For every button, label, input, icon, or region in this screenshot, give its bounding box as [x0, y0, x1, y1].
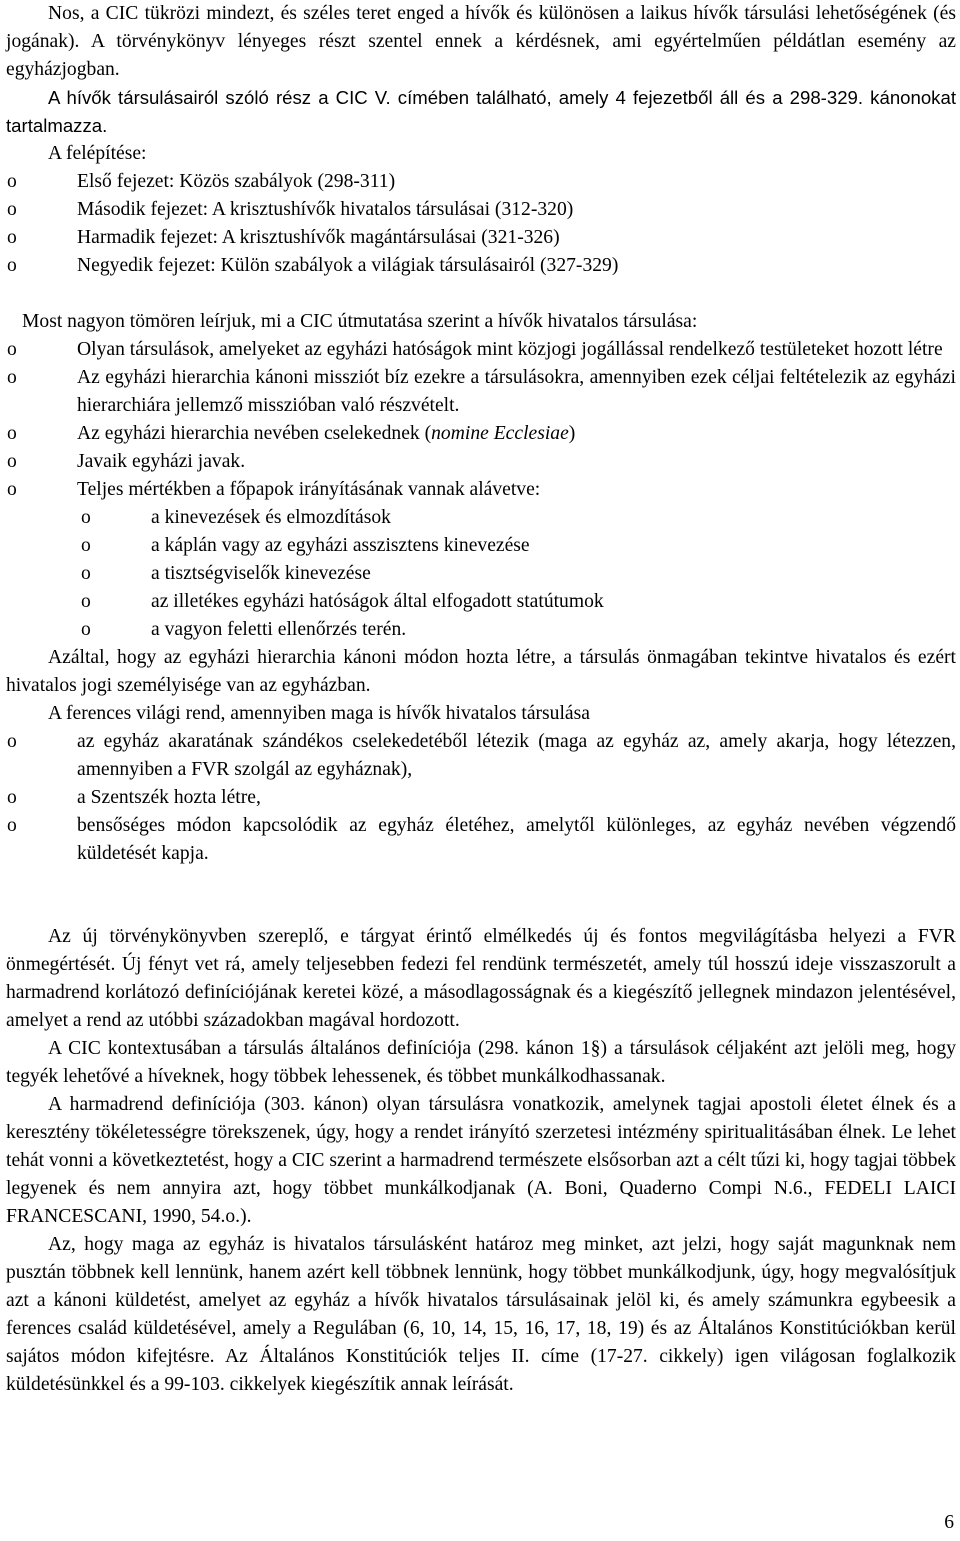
page-number: 6: [944, 1512, 954, 1533]
structure-heading: A felépítése:: [48, 143, 147, 164]
official-conclusion: Azáltal, hogy az egyházi hierarchia kánoni módon hozta létre, a társulás önmagában tekintve hivatalos és ezért hivatalos jogi személyisége van az egyházban.: [6, 647, 956, 696]
list-item: o Negyedik fejezet: Külön szabályok a világiak társulásairól (327-329): [6, 252, 956, 280]
bullet-marker: o: [7, 731, 17, 752]
official-association-block: [6, 308, 956, 868]
list-item: o a káplán vagy az egyházi asszisztens kinevezése: [6, 532, 956, 560]
list-item: o a tisztségviselők kinevezése: [6, 560, 956, 588]
list-item: o Olyan társulások, amelyeket az egyházi hatóságok mint közjogi jogállással rendelkező testületeket hozott létre: [6, 336, 956, 364]
official-heading: Most nagyon tömören leírjuk, mi a CIC útmutatása szerint a hívők hivatalos társulása:: [22, 311, 698, 332]
body-paragraph: A harmadrend definíciója (303. kánon) olyan társulásra vonatkozik, amelynek tagjai apostoli életet élnek és a keresztény tökéletességre törekszenek, úgy, hogy a rendet irányító szerzetesi intézmény spiritualitásában élnek. Le lehet tehát vonni a következtetést, hogy a CIC szerint a harmadrend természete elsősorban azt a célt tűzi ki, hogy tagjai többek legyenek és nem annyira azt, hogy többet munkálkodjanak (A. Boni, Quaderno Compi N.6., FEDELI LAICI FRANCESCANI, 1990, 54.o.).: [6, 1094, 956, 1227]
bullet-marker: o: [81, 591, 91, 612]
bullet-marker: o: [7, 339, 17, 360]
list-item: o Az egyházi hierarchia nevében cselekednek (nomine Ecclesiae): [6, 420, 956, 448]
bullet-marker: o: [7, 255, 17, 276]
list-item: o a Szentszék hozta létre,: [6, 784, 956, 812]
bullet-marker: o: [7, 787, 17, 808]
control-sublist: [6, 504, 956, 644]
list-item: o a kinevezések és elmozdítások: [6, 504, 956, 532]
list-item: o Első fejezet: Közös szabályok (298-311): [6, 168, 956, 196]
list-item: o Harmadik fejezet: A krisztushívők magántársulásai (321-326): [6, 224, 956, 252]
bullet-marker: o: [81, 619, 91, 640]
body-paragraph: A CIC kontextusában a társulás általános definíciója (298. kánon 1§) a társulások céljaként azt jelöli meg, hogy tegyék lehetővé a híveknek, hogy többek lehessenek, és többet munkálkodhassanak.: [6, 1038, 956, 1087]
list-item: o bensőséges módon kapcsolódik az egyház életéhez, amelytől különleges, az egyház nevében végzendő küldetését kapja.: [6, 812, 956, 868]
bullet-marker: o: [81, 535, 91, 556]
bullet-marker: o: [81, 507, 91, 528]
chapter-list: [6, 168, 956, 280]
body-paragraph: Az, hogy maga az egyház is hivatalos társulásként határoz meg minket, azt jelzi, hogy saját magunknak nem pusztán többnek kell lennünk, hanem azért kell többnek lennünk, hogy többet munkálkodjunk, úgy, hogy megvalósítjuk azt a kánoni küldetést, amelyet az egyház a hívők hivatalos társulásainak jelöl ki, és amely számunkra egybeesik a ferences család küldetésével, amely a Regulában (6, 10, 14, 15, 16, 17, 18, 19) és az Általános Konstitúciókban kerül sajátos módon kifejtésre. Az Általános Konstitúciók teljes II. címe (17-27. cikkely) igen világosan foglalkozik küldetésünkkel és a 99-103. cikkelyek kiegészítik annak leírását.: [6, 1234, 956, 1395]
bullet-marker: o: [7, 451, 17, 472]
list-item: o az illetékes egyházi hatóságok által elfogadott statútumok: [6, 588, 956, 616]
official-list: [6, 336, 956, 504]
bullet-marker: o: [7, 171, 17, 192]
bullet-marker: o: [7, 367, 17, 388]
bullet-marker: o: [7, 227, 17, 248]
fvr-list: [6, 728, 956, 868]
bullet-marker: o: [7, 199, 17, 220]
intro-paragraph: Nos, a CIC tükrözi mindezt, és széles teret enged a hívők és különösen a laikus hívők társulási lehetőségének (és jogának). A törvénykönyv lényeges részt szentel ennek a kérdésnek, ami egyértelműen példátlan esemény az egyházjogban.: [6, 3, 956, 80]
list-item: o Javaik egyházi javak.: [6, 448, 956, 476]
bullet-marker: o: [7, 479, 17, 500]
structure-block: [6, 140, 956, 280]
fvr-heading: A ferences világi rend, amennyiben maga is hívők hivatalos társulása: [48, 703, 590, 724]
list-item: o az egyház akaratának szándékos cselekedetéből létezik (maga az egyház az, amely akarja, hogy létezzen, amennyiben a FVR szolgál az egyháznak),: [6, 728, 956, 784]
bullet-marker: o: [81, 563, 91, 584]
list-item: o Második fejezet: A krisztushívők hivatalos társulásai (312-320): [6, 196, 956, 224]
bullet-marker: o: [7, 423, 17, 444]
section-summary-paragraph: A hívők társulásairól szóló rész a CIC V. címében található, amely 4 fejezetből áll és a 298-329. kánonokat tartalmazza.: [6, 87, 956, 136]
bullet-marker: o: [7, 815, 17, 836]
body-paragraph: Az új törvénykönyvben szereplő, e tárgyat érintő elmélkedés új és fontos megvilágításba helyezi a FVR önmegértését. Új fényt vet rá, amely teljesebben fedezi fel rendünk természetét, amely túl hosszú ideje visszaszorult a harmadrend korlátozó definíciójának keretei közé, a másodlagosságnak és a kiegészítő jellegnek mindazon jelentésével, amelyet a rend az utóbbi századokban magával hordozott.: [6, 926, 956, 1031]
list-item: o Teljes mértékben a főpapok irányításának vannak alávetve:: [6, 476, 956, 504]
latin-term: nomine Ecclesiae: [431, 423, 569, 444]
body-text: [6, 923, 956, 1399]
list-item: o a vagyon feletti ellenőrzés terén.: [6, 616, 956, 644]
list-item: o Az egyházi hierarchia kánoni missziót bíz ezekre a társulásokra, amennyiben ezek céljai feltételezik az egyházi hierarchiára jellemző misszióban való részvételt.: [6, 364, 956, 420]
